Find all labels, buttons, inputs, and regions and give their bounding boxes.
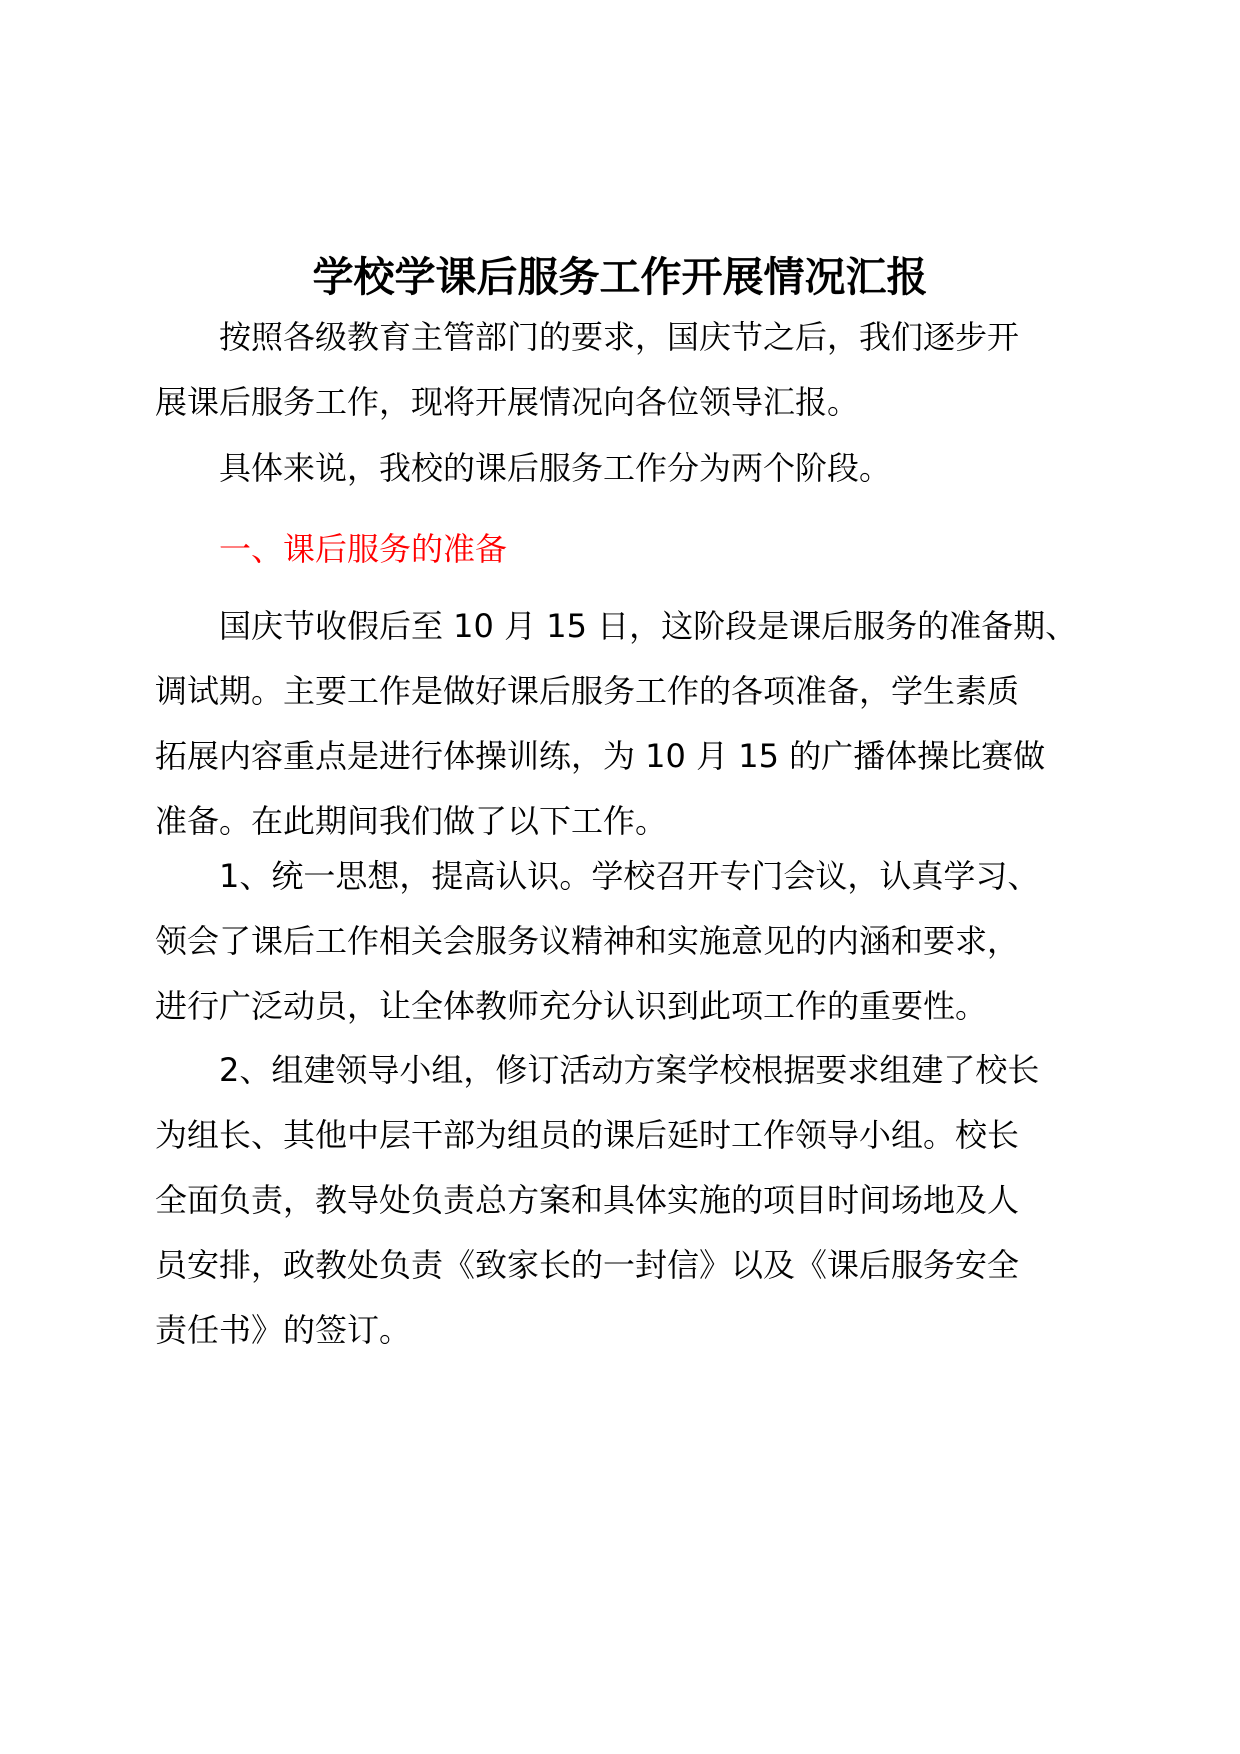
section-heading-text: 一、课后服务的准备 — [219, 530, 508, 568]
document-title: 学校学课后服务工作开展情况汇报 — [312, 253, 928, 301]
paragraph-line: 领会了课后工作相关会服务议精神和实施意见的内涵和要求， — [155, 922, 1020, 960]
paragraph-line: 员安排，政教处负责《致家长的一封信》以及《课后服务安全 — [155, 1246, 1020, 1284]
paragraph-preparation-period — [155, 594, 1085, 854]
paragraph-line: 2、组建领导小组，修订活动方案学校根据要求组建了校长 — [219, 1051, 1040, 1089]
paragraph-line: 国庆节收假后至 10 月 15 日，这阶段是课后服务的准备期、 — [219, 607, 1078, 645]
paragraph-line: 具体来说，我校的课后服务工作分为两个阶段。 — [219, 449, 892, 487]
paragraph-item-1 — [155, 844, 1085, 1039]
paragraph-line: 展课后服务工作，现将开展情况向各位领导汇报。 — [155, 383, 860, 421]
paragraph-line: 1、统一思想，提高认识。学校召开专门会议，认真学习、 — [219, 857, 1040, 895]
paragraph-line: 拓展内容重点是进行体操训练，为 10 月 15 的广播体操比赛做 — [155, 737, 1046, 775]
paragraph-item-2 — [155, 1038, 1085, 1363]
paragraph-stages — [155, 436, 1085, 501]
paragraph-line: 全面负责，教导处负责总方案和具体实施的项目时间场地及人 — [155, 1181, 1020, 1219]
paragraph-line: 进行广泛动员，让全体教师充分认识到此项工作的重要性。 — [155, 987, 988, 1025]
paragraph-line: 为组长、其他中层干部为组员的课后延时工作领导小组。校长 — [155, 1116, 1020, 1154]
paragraph-intro — [155, 305, 1085, 435]
section-heading-preparation — [155, 517, 1085, 582]
paragraph-line: 准备。在此期间我们做了以下工作。 — [155, 802, 668, 840]
paragraph-line: 责任书》的签订。 — [155, 1311, 412, 1349]
paragraph-line: 调试期。主要工作是做好课后服务工作的各项准备，学生素质 — [155, 672, 1020, 710]
paragraph-line: 按照各级教育主管部门的要求，国庆节之后，我们逐步开 — [219, 318, 1020, 356]
